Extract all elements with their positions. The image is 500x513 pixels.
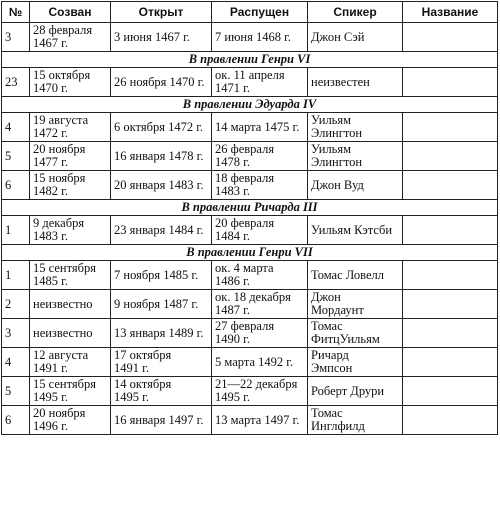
cell-number: 3: [2, 23, 30, 52]
cell-number: 6: [2, 406, 30, 435]
table-row: [2, 406, 498, 435]
cell-dissolved: 21—22 декабря 1495 г.: [212, 377, 308, 406]
cell-number: 3: [2, 319, 30, 348]
header-name: Название: [403, 2, 498, 23]
reign-heading: В правлении Генри VII: [2, 245, 498, 261]
cell-dissolved: ок. 11 апреля 1471 г.: [212, 68, 308, 97]
table-header: [2, 2, 498, 23]
cell-number: 4: [2, 113, 30, 142]
cell-number: 5: [2, 377, 30, 406]
header-opened: Открыт: [111, 2, 212, 23]
cell-convened: 15 октября 1470 г.: [30, 68, 111, 97]
cell-speaker: неизвестен: [308, 68, 403, 97]
cell-opened: 6 октября 1472 г.: [111, 113, 212, 142]
header-dissolved: Распущен: [212, 2, 308, 23]
table-row: [2, 68, 498, 97]
cell-number: 5: [2, 142, 30, 171]
cell-opened: 13 января 1489 г.: [111, 319, 212, 348]
cell-dissolved: 27 февраля 1490 г.: [212, 319, 308, 348]
cell-opened: 16 января 1497 г.: [111, 406, 212, 435]
cell-opened: 9 ноября 1487 г.: [111, 290, 212, 319]
table-row: [2, 23, 498, 52]
cell-opened: 20 января 1483 г.: [111, 171, 212, 200]
cell-name: [403, 377, 498, 406]
cell-name: [403, 406, 498, 435]
cell-number: 1: [2, 261, 30, 290]
cell-opened: 26 ноября 1470 г.: [111, 68, 212, 97]
cell-number: 1: [2, 216, 30, 245]
cell-opened: 23 января 1484 г.: [111, 216, 212, 245]
cell-dissolved: ок. 4 марта 1486 г.: [212, 261, 308, 290]
reign-section-row: [2, 52, 498, 68]
cell-opened: 7 ноября 1485 г.: [111, 261, 212, 290]
cell-opened: 16 января 1478 г.: [111, 142, 212, 171]
cell-dissolved: 14 марта 1475 г.: [212, 113, 308, 142]
cell-number: 23: [2, 68, 30, 97]
header-number: №: [2, 2, 30, 23]
table-row: [2, 319, 498, 348]
cell-dissolved: 5 марта 1492 г.: [212, 348, 308, 377]
cell-convened: 12 августа 1491 г.: [30, 348, 111, 377]
table-body: [2, 23, 498, 435]
cell-name: [403, 113, 498, 142]
header-row: [2, 2, 498, 23]
cell-convened: 15 сентября 1485 г.: [30, 261, 111, 290]
cell-speaker: Джон Вуд: [308, 171, 403, 200]
cell-speaker: Томас ФитцУильям: [308, 319, 403, 348]
cell-speaker: Ричард Эмпсон: [308, 348, 403, 377]
cell-convened: неизвестно: [30, 319, 111, 348]
cell-number: 6: [2, 171, 30, 200]
table-row: [2, 142, 498, 171]
cell-name: [403, 319, 498, 348]
reign-section-row: [2, 245, 498, 261]
table-row: [2, 216, 498, 245]
reign-heading: В правлении Генри VI: [2, 52, 498, 68]
cell-convened: 9 декабря 1483 г.: [30, 216, 111, 245]
cell-convened: 19 августа 1472 г.: [30, 113, 111, 142]
cell-speaker: Джон Мордаунт: [308, 290, 403, 319]
cell-speaker: Джон Сэй: [308, 23, 403, 52]
cell-convened: 15 ноября 1482 г.: [30, 171, 111, 200]
table-row: [2, 261, 498, 290]
reign-section-row: [2, 200, 498, 216]
cell-speaker: Томас Инглфилд: [308, 406, 403, 435]
cell-name: [403, 23, 498, 52]
reign-heading: В правлении Ричарда III: [2, 200, 498, 216]
cell-name: [403, 290, 498, 319]
table-row: [2, 171, 498, 200]
cell-dissolved: 18 февраля 1483 г.: [212, 171, 308, 200]
cell-dissolved: ок. 18 декабря 1487 г.: [212, 290, 308, 319]
cell-opened: 17 октября 1491 г.: [111, 348, 212, 377]
cell-dissolved: 7 июня 1468 г.: [212, 23, 308, 52]
cell-name: [403, 261, 498, 290]
cell-convened: 20 ноября 1496 г.: [30, 406, 111, 435]
cell-name: [403, 216, 498, 245]
header-speaker: Спикер: [308, 2, 403, 23]
cell-speaker: Уильям Элингтон: [308, 113, 403, 142]
table-row: [2, 377, 498, 406]
cell-convened: 20 ноября 1477 г.: [30, 142, 111, 171]
header-convened: Созван: [30, 2, 111, 23]
cell-dissolved: 26 февраля 1478 г.: [212, 142, 308, 171]
cell-opened: 3 июня 1467 г.: [111, 23, 212, 52]
cell-convened: 28 февраля 1467 г.: [30, 23, 111, 52]
cell-convened: неизвестно: [30, 290, 111, 319]
cell-number: 4: [2, 348, 30, 377]
cell-convened: 15 сентября 1495 г.: [30, 377, 111, 406]
cell-speaker: Роберт Друри: [308, 377, 403, 406]
reign-section-row: [2, 97, 498, 113]
cell-speaker: Уильям Элингтон: [308, 142, 403, 171]
table-row: [2, 113, 498, 142]
cell-name: [403, 68, 498, 97]
parliaments-table: [1, 1, 498, 435]
cell-name: [403, 171, 498, 200]
cell-name: [403, 142, 498, 171]
cell-number: 2: [2, 290, 30, 319]
table-row: [2, 348, 498, 377]
table-row: [2, 290, 498, 319]
reign-heading: В правлении Эдуарда IV: [2, 97, 498, 113]
cell-name: [403, 348, 498, 377]
cell-opened: 14 октября 1495 г.: [111, 377, 212, 406]
cell-speaker: Томас Ловелл: [308, 261, 403, 290]
cell-dissolved: 20 февраля 1484 г.: [212, 216, 308, 245]
cell-speaker: Уильям Кэтсби: [308, 216, 403, 245]
cell-dissolved: 13 марта 1497 г.: [212, 406, 308, 435]
